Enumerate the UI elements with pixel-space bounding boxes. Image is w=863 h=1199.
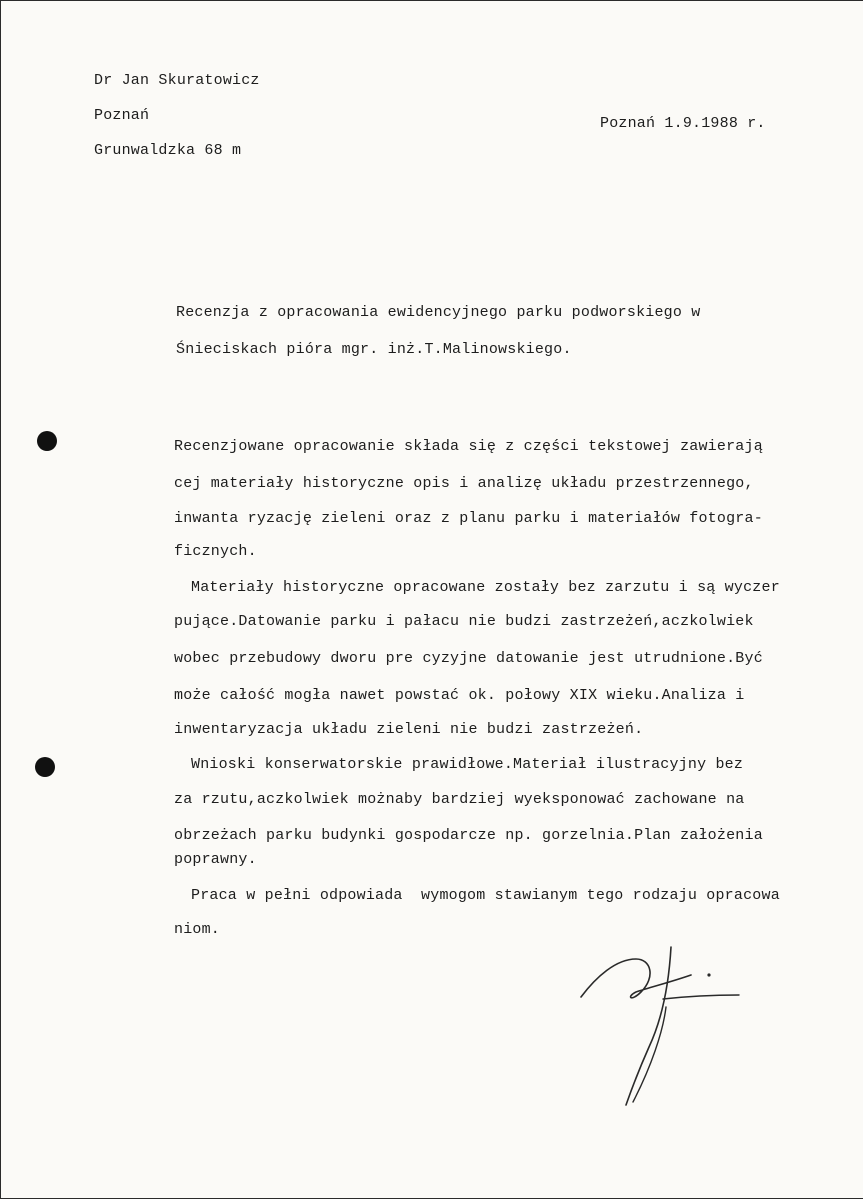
sender-street: Grunwaldzka 68 m <box>94 142 242 159</box>
body-line: Recenzjowane opracowanie składa się z części tekstowej zawierają <box>174 438 763 455</box>
body-line: inwentaryzacja układu zieleni nie budzi zastrzeżeń. <box>174 721 644 738</box>
punch-hole <box>37 431 57 451</box>
sender-name: Dr Jan Skuratowicz <box>94 72 260 89</box>
punch-hole <box>35 757 55 777</box>
sender-city: Poznań <box>94 107 150 124</box>
body-line: Materiały historyczne opracowane zostały bez zarzutu i są wyczer <box>191 579 780 596</box>
body-line: ficznych. <box>174 543 257 560</box>
signature-icon <box>571 937 751 1112</box>
body-line: wobec przebudowy dworu pre cyzyjne datowanie jest utrudnione.Być <box>174 650 763 667</box>
body-line: Praca w pełni odpowiada wymogom stawianym tego rodzaju opracowa <box>191 887 780 904</box>
body-line: pujące.Datowanie parku i pałacu nie budzi zastrzeżeń,aczkolwiek <box>174 613 754 630</box>
body-line: cej materiały historyczne opis i analizę układu przestrzennego, <box>174 475 754 492</box>
body-line: obrzeżach parku budynki gospodarcze np. gorzelnia.Plan założenia <box>174 827 763 844</box>
body-line: za rzutu,aczkolwiek możnaby bardziej wyeksponować zachowane na <box>174 791 745 808</box>
subject-line-2: Śnieciskach pióra mgr. inż.T.Malinowskiego. <box>176 341 572 358</box>
letter-date: Poznań 1.9.1988 r. <box>600 115 766 132</box>
body-line: może całość mogła nawet powstać ok. połowy XIX wieku.Analiza i <box>174 687 745 704</box>
subject-line-1: Recenzja z opracowania ewidencyjnego parku podworskiego w <box>176 304 701 321</box>
body-line: niom. <box>174 921 221 938</box>
body-line: poprawny. <box>174 851 257 868</box>
body-line: Wnioski konserwatorskie prawidłowe.Materiał ilustracyjny bez <box>191 756 744 773</box>
body-line: inwanta ryzację zieleni oraz z planu parku i materiałów fotogra- <box>174 510 763 527</box>
